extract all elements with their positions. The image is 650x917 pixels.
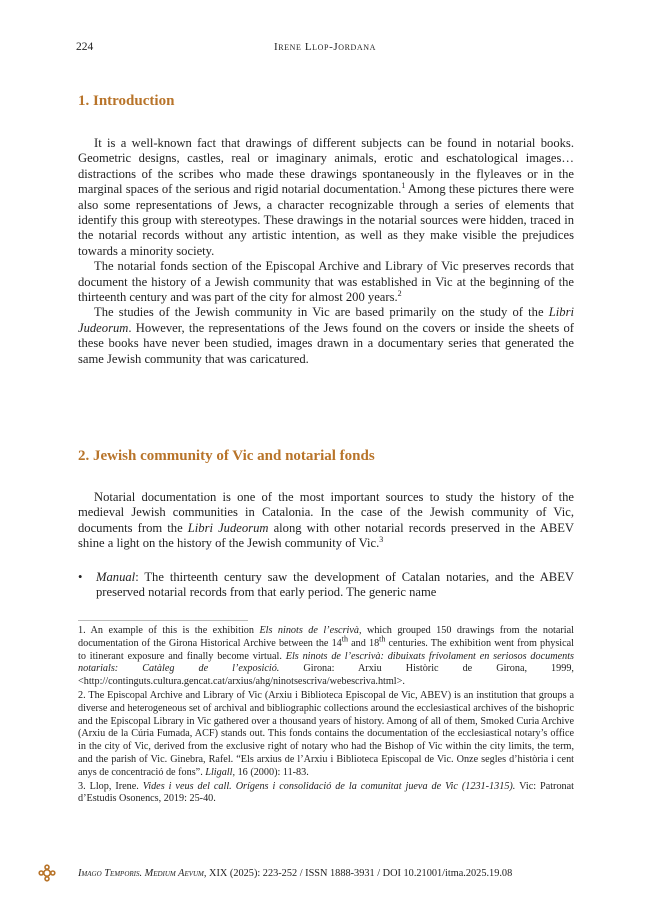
text-run: The studies of the Jewish community in Vic are based primarily on the study of the	[94, 305, 549, 320]
text-run: and 18	[348, 637, 380, 649]
italic-title: Lligall,	[205, 766, 236, 778]
bullet-item-manual	[78, 570, 574, 601]
section-heading-jewish-community: 2. Jewish community of Vic and notarial fonds	[78, 448, 375, 464]
section-1-body	[78, 136, 574, 367]
paragraph	[78, 490, 574, 552]
footnote-ref-3[interactable]: 3	[379, 535, 384, 545]
text-run: which grouped 150 drawings from the notarial documentation of the Girona Historical Archive between the 14	[78, 625, 574, 649]
footnote-divider	[78, 620, 248, 621]
footnote-ref-1[interactable]: 1	[401, 181, 406, 191]
ordinal-sup: th	[379, 634, 386, 644]
text-run[interactable]: Girona: Arxiu Històric de Girona, 1999, <http://continguts.cultura.gencat.cat/arxius/ahg/ninotsescriva/webescriva.html>.	[78, 663, 574, 688]
italic-title: Libri Judeorum	[187, 520, 269, 535]
text-run: centuries. The exhibition went from physical to itinerant exposure and finally become virtual.	[78, 637, 575, 662]
page-number: 224	[76, 41, 94, 53]
ordinal-sup: th	[341, 634, 349, 644]
section-heading-introduction: 1. Introduction	[78, 93, 175, 109]
text-run: along with other notarial records preserved in the ABEV shine a light on the history of the Jewish community of Vic.	[78, 520, 575, 551]
footnote-2	[78, 690, 574, 780]
paragraph	[78, 305, 574, 367]
journal-title: Imago Temporis. Medium Aevum,	[78, 868, 207, 879]
page-footer	[78, 868, 512, 879]
footnote-1	[78, 625, 574, 689]
citation: XIX (2025): 223-252 / ISSN 1888-3931 / DOI 10.21001/itma.2025.19.08	[206, 868, 513, 879]
bullet-term: Manual	[96, 570, 136, 584]
italic-title: Els ninots de l’escrivà,	[259, 625, 362, 636]
bullet-symbol: •	[78, 570, 83, 584]
text-run: Among these pictures there were also some representations of Jews, a character recognizable through a series of elements that identify this group with stereotypes. These drawings in the notarial sources were hidden, traced in the notarial records without any artistic intention, as well as they make visible the prejudices towards a minority society.	[78, 182, 574, 258]
text-run: 3. Llop, Irene.	[78, 780, 143, 792]
section-2-body	[78, 490, 574, 552]
journal-logo-icon	[38, 864, 56, 882]
footnote-3	[78, 781, 574, 807]
italic-title: Vides i veus del call. Orígens i consolidació de la comunitat jueva de Vic (1231-1315).	[142, 780, 516, 792]
text-run: . However, the representations of the Jews found on the covers or inside the sheets of these books have never been studied, images drawn in a documentary series that generated the same Jewish community that was caricatured.	[78, 320, 574, 366]
text-run: Notarial documentation is one of the most important sources to study the history of the medieval Jewish communities in Catalonia. In the case of the Jewish community of Vic, documents from the	[78, 490, 574, 535]
text-run: Vic: Patronat d’Estudis Osonencs, 2019: 25-40.	[78, 780, 574, 805]
bullet-text: : The thirteenth century saw the development of Catalan notaries, and the ABEV preserved notarial records from that early period. The generic name	[96, 570, 574, 600]
paragraph	[78, 259, 574, 305]
text-run: 16 (2000): 11-83.	[235, 766, 309, 778]
italic-title: Libri Judeorum	[78, 305, 574, 335]
running-title: Irene Llop-Jordana	[273, 41, 377, 53]
paragraph	[78, 136, 574, 259]
text-run: 1. An example of this is the exhibition	[78, 625, 260, 636]
footnotes	[78, 625, 574, 807]
text-run: The notarial fonds section of the Episcopal Archive and Library of Vic preserves records that document the history of a Jewish community that was established in Vic at the beginning of the thirteenth century and was part of the city for almost 200 years.	[78, 259, 574, 305]
italic-title: Els ninots de l’escrivà: dibuixats frívolament en seriosos documents notarials: Catàleg de l’exposició.	[78, 650, 574, 675]
text-run: It is a well-known fact that drawings of different subjects can be found in notarial books. Geometric designs, castles, real or imaginary animals, erotic and eschatological images… distractions of the scribes who made these drawings spontaneously in the flyleaves or in the marginal spaces of the serious and rigid notarial documentation.	[78, 136, 574, 197]
footnote-ref-2[interactable]: 2	[397, 288, 402, 298]
text-run: 2. The Episcopal Archive and Library of Vic (Arxiu i Biblioteca Episcopal de Vic, ABEV) is an institution that groups a diverse and heterogeneous set of archival and bibliographic collections around the ecclesiastical archives of the bishopric and the Episcopal Library in Vic gathered over a thousand years of history. Among of all of them, Smoked Curia Archive (Arxiu de la Cúria Fumada, ACF) stands out. This fonds contains the documentation of the ecclesiastical notary’s office in the city of Vic, derived from the exclusive right of notary who had the Bishop of Vic within the city limits, the term, and the parish of Vic. Ginebra, Rafel. “Els arxius de l’Arxiu i Biblioteca Episcopal de Vic. Onze segles d’història i cent anys de concentració de fons”.	[78, 689, 574, 778]
